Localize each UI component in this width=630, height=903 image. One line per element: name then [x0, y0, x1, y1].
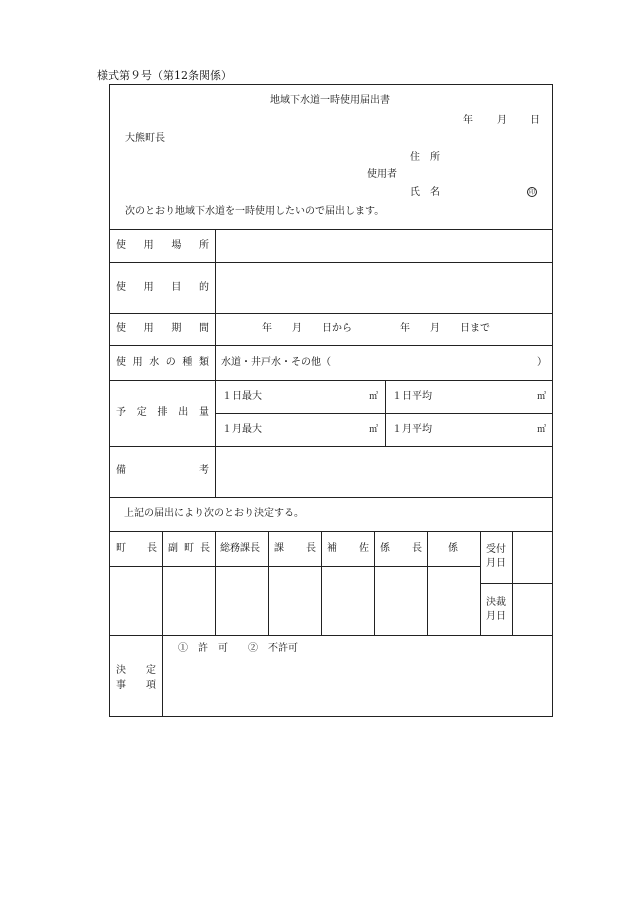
received-label-top: 受付	[486, 544, 506, 555]
row-divider	[109, 531, 553, 532]
column-divider	[385, 380, 386, 446]
form-frame	[109, 84, 553, 717]
row-divider	[109, 635, 553, 636]
daily-max-label: １日最大	[222, 391, 262, 402]
column-divider	[268, 531, 269, 635]
date-month-label: 月	[497, 115, 507, 126]
approver-assistant: 補 佐	[327, 543, 369, 554]
date-day-label: 日	[530, 115, 540, 126]
row-divider	[480, 583, 553, 584]
statement: 次のとおり地域下水道を一時使用したいので届出します。	[125, 206, 385, 217]
column-divider	[321, 531, 322, 635]
daily-max-unit: ㎥	[369, 392, 379, 402]
approved-label-top: 決裁	[486, 597, 506, 608]
row-divider	[109, 262, 553, 263]
water-type-close: ）	[537, 357, 547, 368]
result-label-bottom: 事 項	[116, 680, 156, 691]
column-divider	[162, 531, 163, 717]
row-divider	[215, 413, 553, 414]
date-year-label: 年	[463, 115, 473, 126]
daily-avg-unit: ㎥	[537, 392, 547, 402]
seal-icon: 印	[528, 189, 535, 196]
row-divider	[109, 566, 480, 567]
remarks-label: 備 考	[116, 465, 209, 476]
approved-label-bottom: 月日	[486, 611, 506, 622]
column-divider	[512, 531, 513, 635]
approver-deputy-mayor: 副 町 長	[168, 543, 210, 554]
approver-mayor: 町 長	[116, 543, 157, 554]
period-label: 使 用 期 間	[116, 323, 209, 334]
approver-staff: 係	[448, 543, 458, 554]
approver-general-affairs-chief: 総務課長	[220, 543, 260, 554]
column-divider	[374, 531, 375, 635]
decision-statement: 上記の届出により次のとおり決定する。	[124, 508, 304, 519]
discharge-label: 予 定 排 出 量	[116, 407, 209, 418]
row-divider	[109, 497, 553, 498]
row-divider	[109, 345, 553, 346]
monthly-max-label: １月最大	[222, 424, 262, 435]
column-divider	[215, 531, 216, 635]
row-divider	[109, 229, 553, 230]
applicant-label: 使用者	[367, 169, 397, 180]
row-divider	[109, 446, 553, 447]
received-label-bottom: 月日	[486, 558, 506, 569]
daily-avg-label: １日平均	[392, 391, 432, 402]
row-divider	[109, 313, 553, 314]
period-to: 年 月 日まで	[400, 323, 490, 334]
decision-options: ① 許 可 ② 不許可	[178, 643, 298, 654]
monthly-avg-unit: ㎥	[537, 425, 547, 435]
addressee: 大熊町長	[125, 133, 165, 144]
monthly-max-unit: ㎥	[369, 425, 379, 435]
column-divider	[480, 531, 481, 635]
monthly-avg-label: １月平均	[392, 424, 432, 435]
purpose-label: 使 用 目 的	[116, 282, 209, 293]
location-label: 使 用 場 所	[116, 240, 209, 251]
result-label-top: 決 定	[116, 665, 156, 676]
form-number: 様式第９号（第12条関係）	[97, 69, 232, 82]
water-type-label: 使 用 水 の 種 類	[116, 357, 209, 368]
approver-unit-chief: 係 長	[380, 543, 422, 554]
column-divider	[427, 531, 428, 635]
row-divider	[109, 380, 553, 381]
address-label: 住 所	[410, 152, 440, 163]
name-label: 氏 名	[410, 187, 440, 198]
period-from: 年 月 日から	[262, 323, 352, 334]
approver-section-chief: 課 長	[274, 543, 316, 554]
form-title: 地域下水道一時使用届出書	[270, 95, 390, 106]
column-divider	[215, 229, 216, 497]
water-type-value: 水道・井戸水・その他（	[221, 357, 331, 368]
